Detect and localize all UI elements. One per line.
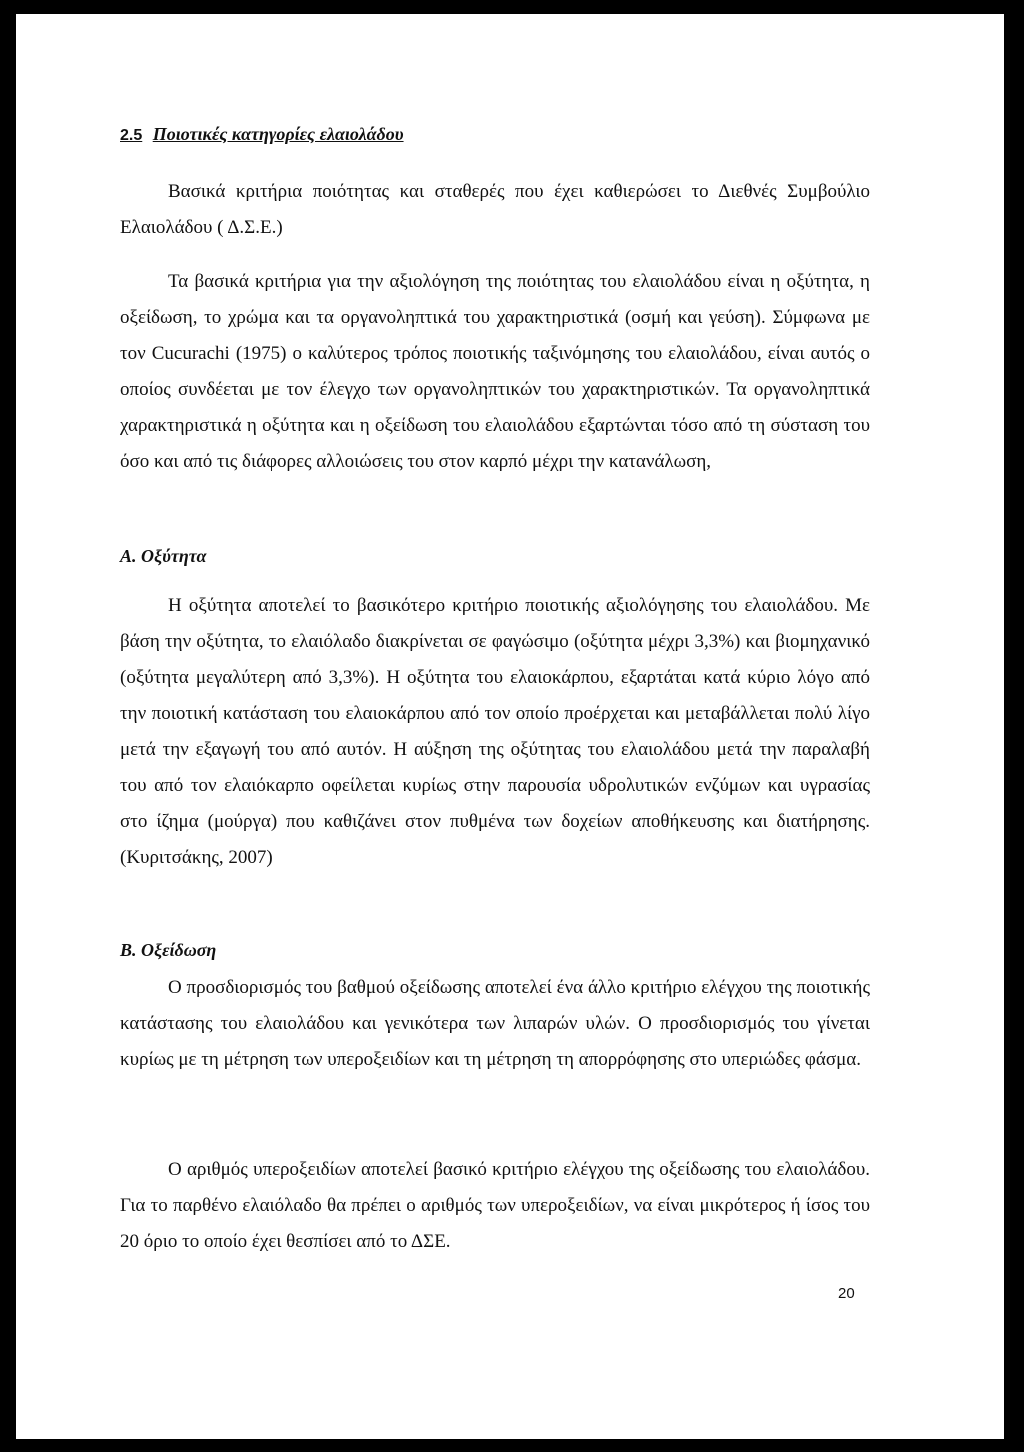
paragraph-text: Βασικά κριτήρια ποιότητας και σταθερές που έχει καθιερώσει το Διεθνές Συμβούλιο Ελαιολάδου ( Δ.Σ.Ε.): [120, 181, 870, 238]
section-title: Ποιοτικές κατηγορίες ελαιολάδου: [152, 124, 404, 144]
paragraph-basic-criteria: [120, 264, 870, 480]
subheading-acidity: Α. Οξύτητα: [120, 546, 207, 566]
page-number: 20: [838, 1285, 855, 1302]
paragraph-acidity: [120, 588, 870, 876]
paragraph-text: Ο προσδιορισμός του βαθμού οξείδωσης αποτελεί ένα άλλο κριτήριο ελέγχου της ποιοτικής κατάστασης του ελαιολάδου και γενικότερα των λιπαρών υλών. Ο προσδιορισμός του γίνεται κυρίως με τη μέτρηση των υπεροξειδίων και τη μέτρηση τη απορρόφησης στο υπεριώδες φάσμα.: [120, 977, 870, 1070]
paragraph-criteria-intro: [120, 174, 870, 246]
paragraph-oxidation: [120, 970, 870, 1078]
paragraph-text: Τα βασικά κριτήρια για την αξιολόγηση της ποιότητας του ελαιολάδου είναι η οξύτητα, η οξείδωση, το χρώμα και τα οργανοληπτικά του χαρακτηριστικά (οσμή και γεύση). Σύμφωνα με τον Cucurachi (1975) ο καλύτερος τρόπος ποιοτικής ταξινόμησης του ελαιολάδου, είναι αυτός ο οποίος συνδέεται με τον έλεγχο των οργανοληπτικών του χαρακτηριστικών. Τα οργανοληπτικά χαρακτηριστικά η οξύτητα και η οξείδωση του ελαιολάδου εξαρτώνται τόσο από τη σύσταση του όσο και από τις διάφορες αλλοιώσεις του στον καρπό μέχρι την κατανάλωση,: [120, 271, 870, 472]
paragraph-peroxides: [120, 1152, 870, 1260]
subheading-oxidation: Β. Οξείδωση: [120, 940, 217, 960]
section-number: 2.5: [120, 127, 143, 144]
section-heading: [120, 124, 404, 145]
paragraph-text: Ο αριθμός υπεροξειδίων αποτελεί βασικό κριτήριο ελέγχου της οξείδωσης του ελαιολάδου. Για το παρθένο ελαιόλαδο θα πρέπει ο αριθμός των υπεροξειδίων, να είναι μικρότερος ή ίσος του 20 όριο το οποίο έχει θεσπίσει από το ΔΣΕ.: [120, 1159, 870, 1252]
document-page: [16, 14, 1004, 1439]
paragraph-text: Η οξύτητα αποτελεί το βασικότερο κριτήριο ποιοτικής αξιολόγησης του ελαιολάδου. Με βάση την οξύτητα, το ελαιόλαδο διακρίνεται σε φαγώσιμο (οξύτητα μέχρι 3,3%) και βιομηχανικό (οξύτητα μεγαλύτερη από 3,3%). Η οξύτητα του ελαιοκάρπου, εξαρτάται κατά κύριο λόγο από την ποιοτική κατάσταση του ελαιοκάρπου από τον οποίο προέρχεται και μεταβάλλεται πολύ λίγο μετά την εξαγωγή του από αυτόν. Η αύξηση της οξύτητας του ελαιολάδου μετά την παραλαβή του από τον ελαιόκαρπο οφείλεται κυρίως στην παρουσία υδρολυτικών ενζύμων και υγρασίας στο ίζημα (μούργα) που καθιζάνει στον πυθμένα των δοχείων αποθήκευσης και διατήρησης. (Κυριτσάκης, 2007): [120, 595, 870, 868]
